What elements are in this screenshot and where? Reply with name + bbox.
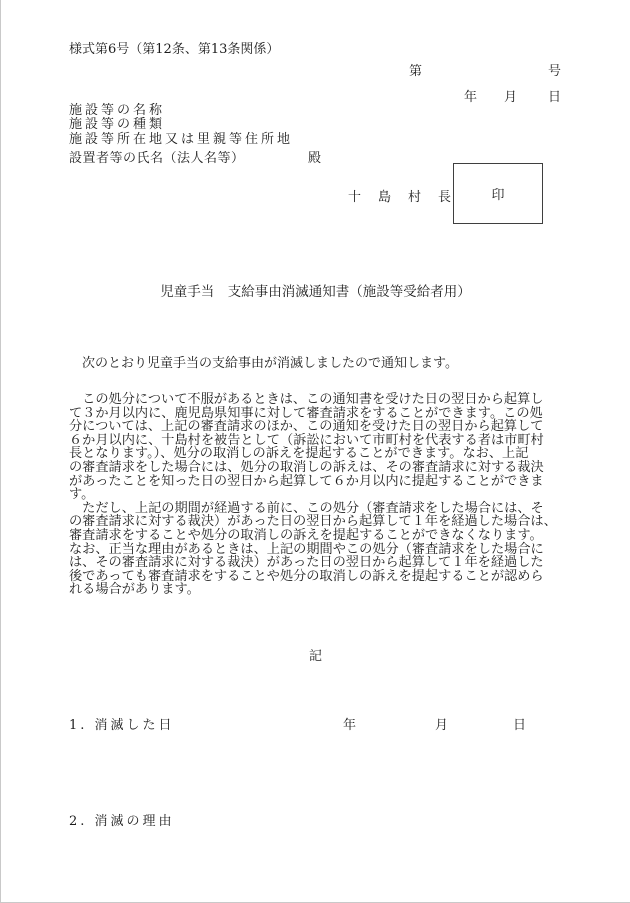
legal-notice-line: れる場合があります。 bbox=[69, 582, 200, 598]
legal-notice-line: 分については、上記の審査請求のほか、この通知を受けた日の翌日から起算して bbox=[69, 419, 544, 435]
ki-heading: 記 bbox=[308, 649, 322, 664]
item2-label: 2. 消滅の理由 bbox=[69, 814, 175, 829]
legal-notice-line: す。 bbox=[69, 487, 95, 503]
document-number-suffix: 号 bbox=[548, 64, 562, 79]
legal-notice-line: 後であっても審査請求をすることや処分の取消しの訴えを提起することが認めら bbox=[69, 568, 544, 584]
legal-notice-line: の審査請求をした場合には、処分の取消しの訴えは、その審査請求に対する裁決 bbox=[69, 459, 544, 475]
item1-day-label: 日 bbox=[513, 718, 527, 733]
honorific-label: 殿 bbox=[308, 151, 322, 166]
legal-notice-line: 審査請求をすることや処分の取消しの訴えを提起することができなくなります。 bbox=[69, 527, 543, 543]
legal-notice-line: は、その審査請求に対する裁決）があった日の翌日から起算して１年を経過した bbox=[69, 555, 544, 571]
legal-notice-line: の審査請求に対する裁決）があった日の翌日から起算して１年を経過した場合は、 bbox=[69, 514, 557, 530]
legal-notice bbox=[69, 393, 557, 597]
date-day-label: 日 bbox=[548, 90, 562, 105]
seal-placeholder-box bbox=[453, 163, 543, 224]
legal-notice-line: なお、正当な理由があるときは、上記の期間やこの処分（審査請求をした場合に bbox=[69, 541, 544, 557]
legal-notice-line: この処分について不服があるときは、この通知書を受けた日の翌日から起算し bbox=[69, 392, 544, 407]
addressee-line: 施設等所在地又は里親等住所地 bbox=[69, 131, 294, 147]
seal-label: 印 bbox=[491, 188, 505, 203]
item1-month-label: 月 bbox=[435, 718, 449, 733]
date-year-label: 年 bbox=[464, 90, 478, 105]
lead-sentence: 次のとおり児童手当の支給事由が消滅しましたので通知します。 bbox=[69, 356, 458, 371]
sender-title: 十 島 村 長 bbox=[348, 190, 454, 205]
legal-notice-line: て３か月以内に、鹿児島県知事に対して審査請求をすることができます。この処 bbox=[69, 405, 543, 421]
addressee-line: 施設等の名称 bbox=[69, 103, 166, 118]
document-number-prefix: 第 bbox=[409, 64, 423, 79]
legal-notice-line: があったことを知った日の翌日から起算して６か月以内に提起することができま bbox=[69, 473, 544, 489]
item1-label: 1. 消滅した日 bbox=[69, 718, 175, 733]
form-number: 様式第6号（第12条、第13条関係） bbox=[69, 42, 280, 57]
legal-notice-line: ６か月以内に、十島村を被告として（訴訟において市町村を代表する者は市町村 bbox=[69, 432, 544, 448]
date-month-label: 月 bbox=[504, 90, 518, 105]
item1-year-label: 年 bbox=[343, 718, 357, 733]
addressee-name-line: 設置者等の氏名（法人名等） bbox=[69, 151, 245, 166]
document-title: 児童手当 支給事由消滅通知書（施設等受給者用） bbox=[160, 284, 471, 300]
legal-notice-line: 長となります。）、処分の取消しの訴えを提起することができます。なお、上記 bbox=[69, 446, 529, 462]
addressee-block bbox=[69, 104, 293, 147]
addressee-line: 施設等の種類 bbox=[69, 117, 166, 133]
legal-notice-line: ただし、上記の期間が経過する前に、この処分（審査請求をした場合には、そ bbox=[69, 500, 544, 516]
